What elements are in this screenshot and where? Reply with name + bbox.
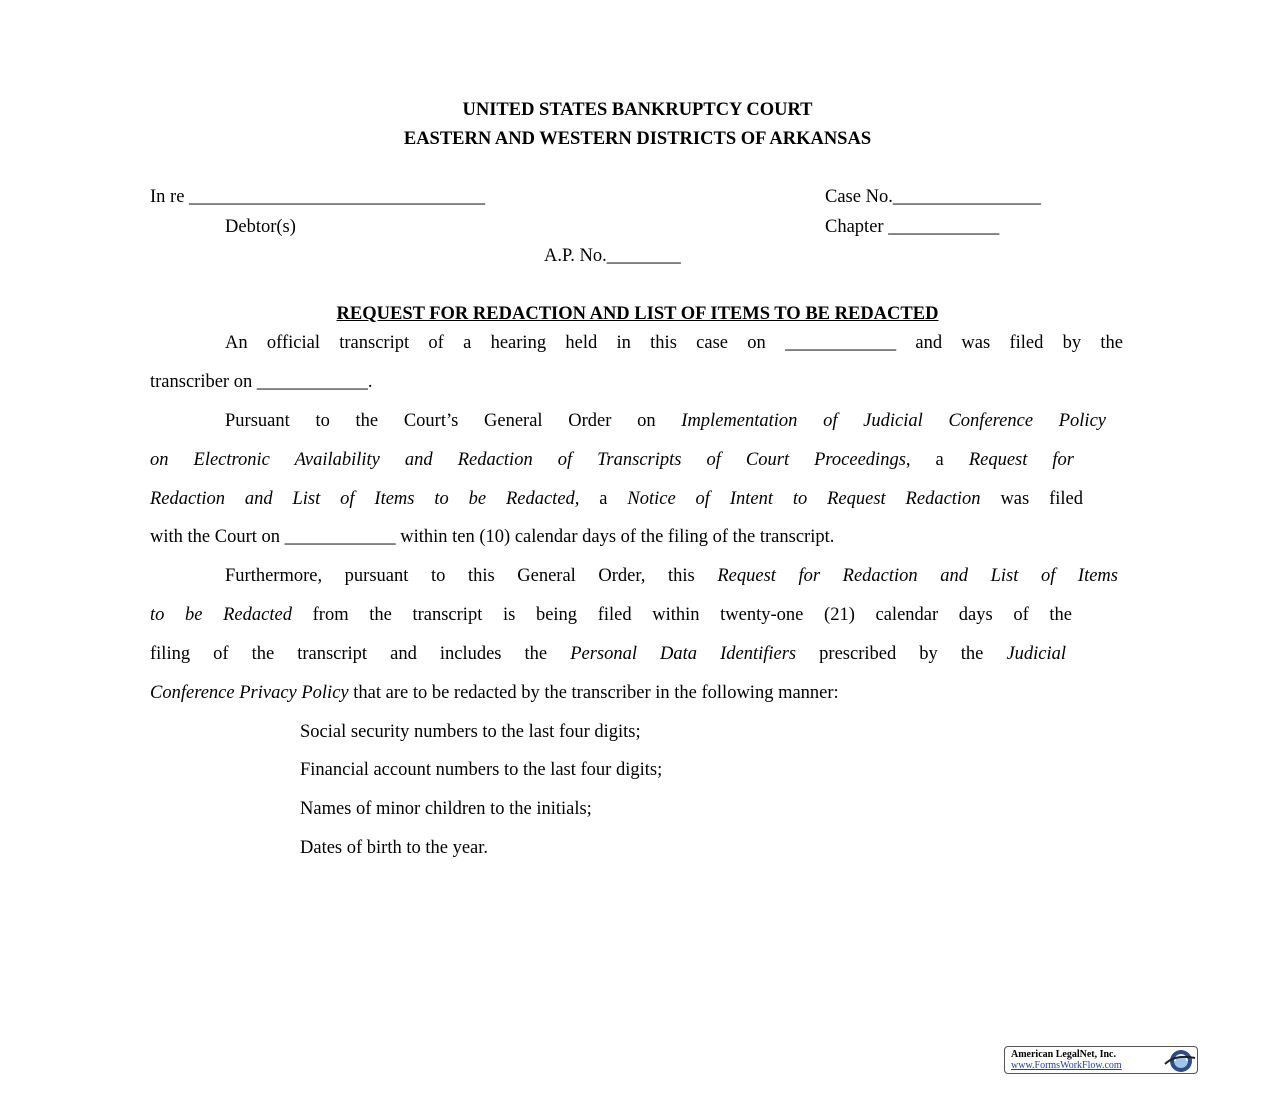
- para1-text-b: and was filed by the: [915, 333, 1124, 353]
- district-name: EASTERN AND WESTERN DISTRICTS OF ARKANSAS: [403, 129, 872, 149]
- para3-italic-a: Request for Redaction and List of Items: [717, 566, 1118, 586]
- para2-italic-b: on Electronic Availability and Redaction of Transcripts of Court Proceedings: [150, 450, 906, 470]
- para3-text-d: prescribed by the: [819, 644, 984, 664]
- para1-text-c: transcriber on: [150, 372, 253, 392]
- para2-italic-a: Implementation of Judicial Conference Policy: [681, 411, 1106, 431]
- case-no-blank: ________________: [892, 187, 1041, 207]
- ap-no-label: A.P. No.: [544, 246, 607, 266]
- logo-company-name: American LegalNet, Inc.: [1011, 1049, 1116, 1060]
- para2-text-e: with the Court on: [150, 527, 281, 547]
- document-title: REQUEST FOR REDACTION AND LIST OF ITEMS TO BE REDACTED: [336, 304, 939, 324]
- para1-period: .: [367, 372, 373, 392]
- para3-line4: [150, 682, 839, 704]
- para2-italic-d: Redaction and List of Items to be Redacted,: [150, 489, 580, 509]
- para2-line3: [150, 488, 1083, 510]
- list-item: Names of minor children to the initials;: [300, 799, 592, 819]
- para2-text-b: , a: [905, 450, 944, 470]
- para3-line2: [150, 604, 1072, 626]
- para2-line4: [150, 526, 834, 548]
- filed-date-blank: ____________: [256, 372, 368, 392]
- para3-italic-d: Judicial: [1006, 644, 1067, 664]
- list-item: Financial account numbers to the last four digits;: [300, 760, 663, 780]
- para1-line2: [150, 371, 372, 393]
- case-no-label: Case No.: [825, 187, 893, 207]
- chapter-line: [825, 216, 999, 238]
- chapter-label: Chapter: [825, 217, 884, 237]
- para2-italic-c: Request for: [968, 450, 1074, 470]
- in-re-blank: ________________________________: [189, 187, 486, 207]
- para3-text-a: Furthermore, pursuant to this General Order, this: [225, 566, 695, 586]
- para2-text-a: Pursuant to the Court’s General Order on: [225, 411, 656, 431]
- para3-italic-b: to be Redacted: [150, 605, 292, 625]
- case-no-line: [825, 186, 1041, 208]
- notice-date-blank: ____________: [284, 527, 396, 547]
- para3-text-b: from the transcript is being filed within twenty-one (21) calendar days of the: [312, 605, 1072, 625]
- list-item: Social security numbers to the last four digits;: [300, 722, 641, 742]
- chapter-blank: ____________: [888, 217, 1000, 237]
- para2-italic-e: Notice of Intent to Request Redaction: [627, 489, 981, 509]
- para2-text-f: within ten (10) calendar days of the filing of the transcript.: [400, 527, 835, 547]
- para2-text-c: a: [599, 489, 608, 509]
- ap-no-blank: ________: [606, 246, 681, 266]
- hearing-date-blank: ____________: [785, 333, 897, 353]
- para1-text-a: An official transcript of a hearing held in this case on: [225, 333, 766, 353]
- list-item: Dates of birth to the year.: [300, 838, 489, 858]
- para2-line1: [225, 410, 1106, 432]
- court-name: UNITED STATES BANKRUPTCY COURT: [462, 100, 813, 120]
- debtor-label: Debtor(s): [225, 217, 296, 237]
- para2-line2: [150, 449, 1074, 471]
- para2-text-d: was filed: [1000, 489, 1083, 509]
- para3-italic-e: Conference Privacy Policy: [150, 683, 349, 703]
- para3-text-e: that are to be redacted by the transcriber in the following manner:: [353, 683, 839, 703]
- para1-line1: [225, 332, 1123, 354]
- para3-italic-c: Personal Data Identifiers: [570, 644, 797, 664]
- legalnet-logo[interactable]: [1004, 1046, 1198, 1074]
- logo-url-link[interactable]: www.FormsWorkFlow.com: [1011, 1060, 1122, 1071]
- ap-no-line: [544, 245, 681, 267]
- in-re-label: In re: [150, 187, 185, 207]
- para3-line1: [225, 565, 1118, 587]
- para3-line3: [150, 643, 1066, 665]
- in-re-line: [150, 186, 485, 208]
- para3-text-c: filing of the transcript and includes the: [150, 644, 548, 664]
- globe-icon: [1161, 1048, 1197, 1074]
